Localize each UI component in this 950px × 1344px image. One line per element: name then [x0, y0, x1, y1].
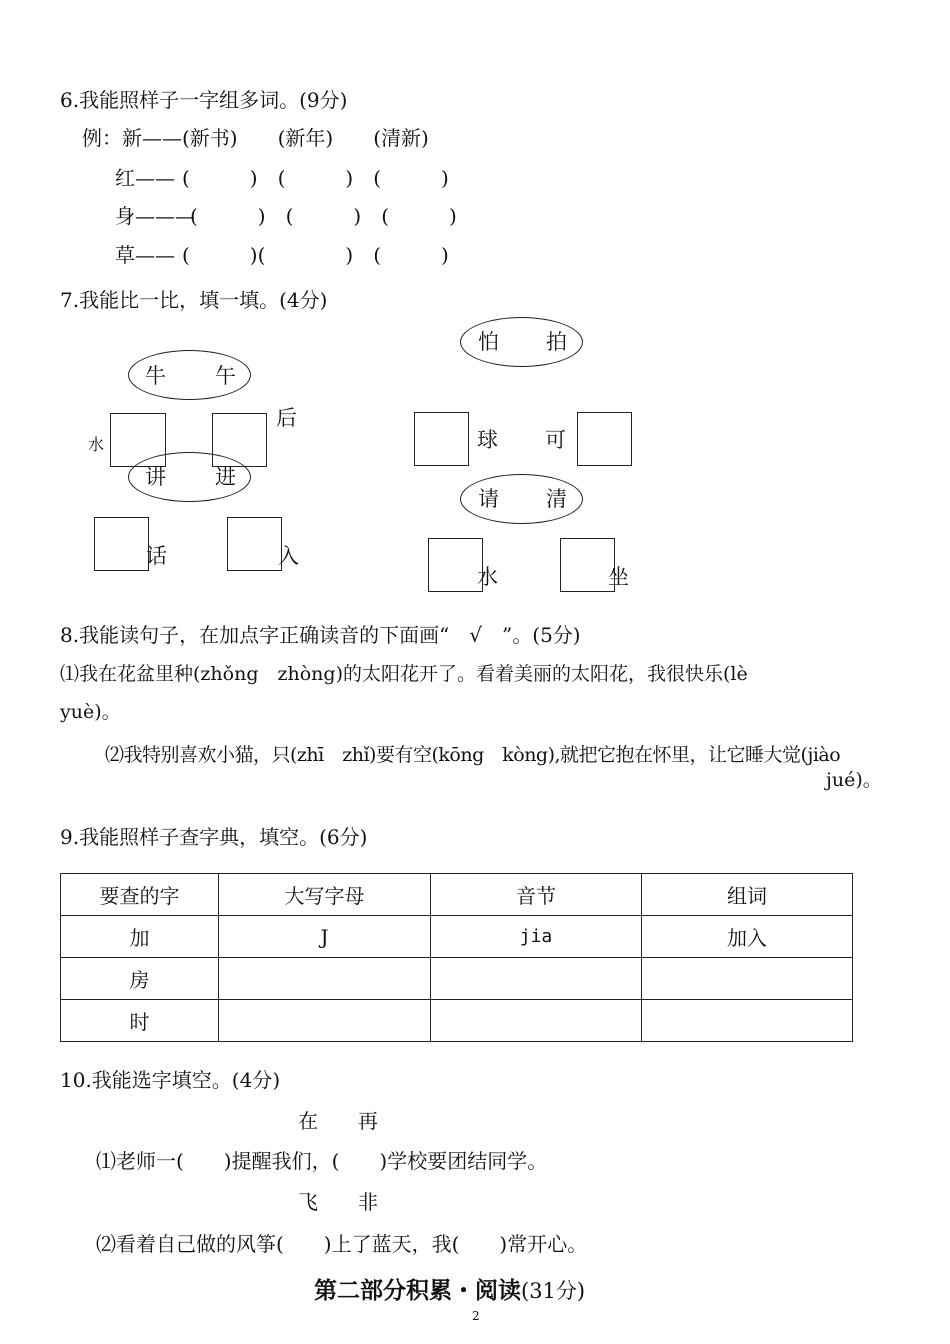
q6-row-char: 身———: [115, 204, 195, 228]
q7-hint: 水: [477, 565, 498, 589]
table-row: [61, 958, 853, 1000]
q7-char: 拍: [546, 330, 567, 354]
q8-sentence-1-cont: yuè)。: [60, 701, 121, 723]
q6-example: 例：新——(新书) (新年) (清新): [82, 126, 429, 150]
q6-title: 6.我能照样子一字组多词。(9分): [60, 88, 348, 112]
q7-hint: 坐: [608, 565, 629, 589]
q7-answer-box[interactable]: [560, 538, 615, 592]
q10-sentence-1[interactable]: ⑴老师一( )提醒我们，( )学校要团结同学。: [96, 1149, 548, 1173]
q7-char: 进: [215, 465, 236, 489]
q7-answer-box[interactable]: [94, 517, 149, 571]
table-cell: 加: [61, 916, 219, 958]
q7-char: 清: [546, 487, 567, 511]
q6-row-char: 红——: [115, 166, 175, 190]
q7-hint: 话: [146, 544, 167, 568]
table-cell: J: [219, 916, 431, 958]
table-cell-answer[interactable]: [219, 958, 431, 1000]
q8-title: 8.我能读句子，在加点字正确读音的下面画“ √ ”。(5分): [60, 623, 581, 647]
q8-sentence-1: ⑴我在花盆里种(zhǒng zhòng)的太阳花开了。看着美丽的太阳花，我很快乐(lè: [60, 663, 748, 685]
q6-row-blanks[interactable]: ( ) ( ) ( ): [182, 166, 449, 190]
q7-char: 午: [215, 364, 236, 388]
table-row: [61, 916, 853, 958]
q10-sentence-2[interactable]: ⑵看着自己做的风筝( )上了蓝天，我( )常开心。: [96, 1232, 588, 1256]
q9-title: 9.我能照样子查字典，填空。(6分): [60, 825, 368, 849]
q6-row-char: 草——: [115, 243, 175, 267]
table-header-row: [61, 874, 853, 916]
dictionary-table: [60, 873, 853, 1042]
table-cell: jia: [431, 916, 642, 958]
q6-row-blanks[interactable]: ( )( ) ( ): [182, 243, 449, 267]
q10-choices-2: 飞 非: [298, 1190, 378, 1214]
q7-answer-box[interactable]: [227, 517, 282, 571]
table-cell: 房: [61, 958, 219, 1000]
section-title: [314, 1280, 585, 1303]
table-cell: 时: [61, 1000, 219, 1042]
q10-choices-1: 在 再: [298, 1109, 378, 1133]
q8-sentence-2: ⑵我特别喜欢小猫，只(zhī zhǐ)要有空(kōng kòng),就把它抱在怀里，让它睡大觉(jiào: [105, 744, 841, 766]
q7-hint: 球: [477, 428, 498, 452]
q7-hint: 可: [545, 428, 566, 452]
table-header: 要查的字: [61, 874, 219, 916]
q7-char: 怕: [478, 330, 499, 354]
page-number: 2: [472, 1309, 480, 1323]
q7-answer-box[interactable]: [414, 412, 469, 466]
q6-row-blanks[interactable]: ( ) ( ) ( ): [190, 204, 457, 228]
table-cell-answer[interactable]: [431, 1000, 642, 1042]
section-title-score: (31分): [521, 1279, 586, 1303]
q7-answer-box[interactable]: [428, 538, 483, 592]
section-title-text: 第二部分积累・阅读: [314, 1278, 521, 1304]
table-cell-answer[interactable]: [642, 1000, 853, 1042]
table-header: 组词: [642, 874, 853, 916]
q7-title: 7.我能比一比，填一填。(4分): [60, 288, 328, 312]
q8-sentence-2-cont: jué)。: [826, 769, 882, 791]
table-cell-answer[interactable]: [642, 958, 853, 1000]
q7-hint: 入: [278, 544, 299, 568]
table-row: [61, 1000, 853, 1042]
q7-hint: 后: [276, 406, 297, 430]
table-cell-answer[interactable]: [431, 958, 642, 1000]
q7-hint: 水: [88, 435, 105, 454]
q7-char: 牛: [145, 364, 166, 388]
table-header: 音节: [431, 874, 642, 916]
q7-char: 讲: [145, 465, 166, 489]
q7-answer-box[interactable]: [577, 412, 632, 466]
q10-title: 10.我能选字填空。(4分): [60, 1068, 281, 1092]
table-cell-answer[interactable]: [219, 1000, 431, 1042]
table-header: 大写字母: [219, 874, 431, 916]
q7-char: 请: [478, 487, 499, 511]
table-cell: 加入: [642, 916, 853, 958]
